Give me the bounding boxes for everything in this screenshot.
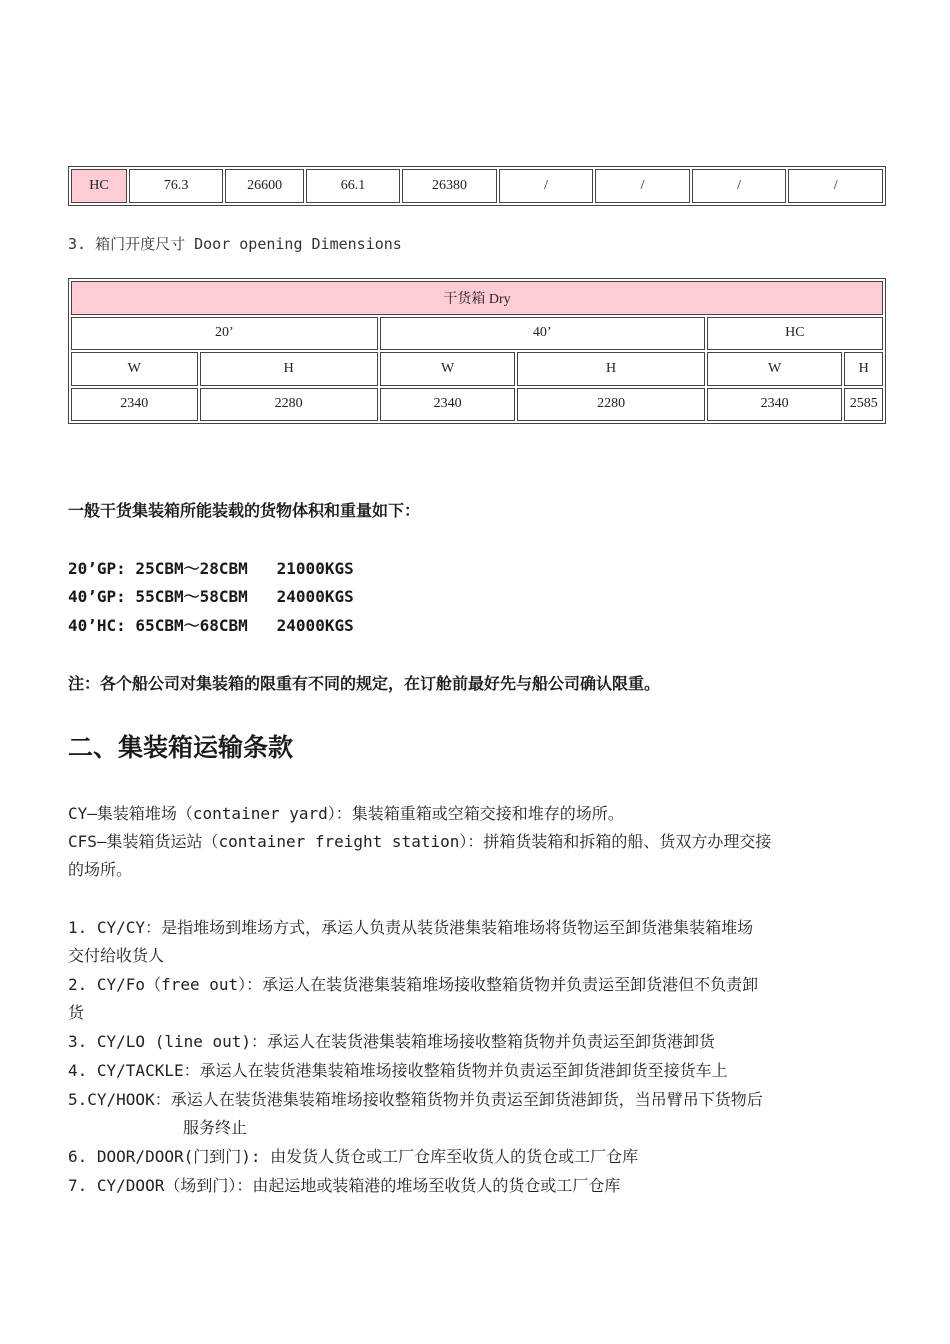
table-cell: 2340 [380,388,516,422]
table-header: W [71,352,198,386]
section-title: 二、集装箱运输条款 [68,733,294,762]
table-header: 40’ [380,317,705,351]
capacity-line: 40’HC: 65CBM～68CBM 24000KGS [68,616,354,635]
table-cell: / [692,169,787,203]
table-row [71,169,883,203]
table-cell: HC [71,169,127,203]
table-header: H [844,352,883,386]
list-item: 3. CY/LO (line out)：承运人在装货港集装箱堆场接收整箱货物并负责运至卸货港卸货 [68,1032,716,1051]
table-cell: 76.3 [129,169,224,203]
door-caption: 3. 箱门开度尺寸 Door opening Dimensions [68,235,402,253]
table-header: W [380,352,516,386]
table-header: 20’ [71,317,378,351]
table-header: W [707,352,843,386]
list-item: 6. DOOR/DOOR(门到门): 由发货人货仓或工厂仓库至收货人的货仓或工厂仓库 [68,1147,639,1166]
table-cell: / [499,169,594,203]
list-item: 7. CY/DOOR（场到门）：由起运地或装箱港的堆场至收货人的货仓或工厂仓库 [68,1176,621,1195]
table-cell: 2280 [200,388,378,422]
capacity-line: 40’GP: 55CBM～58CBM 24000KGS [68,587,354,606]
table-row [71,317,883,351]
definition-cfs: CFS—集装箱货运站（container freight station）：拼箱货装箱和拆箱的船、货双方办理交接 [68,832,772,851]
definition-cfs-cont: 的场所。 [68,860,133,879]
table-cell: 2585 [844,388,883,422]
list-item: 1. CY/CY：是指堆场到堆场方式，承运人负责从装货港集装箱堆场将货物运至卸货港集装箱堆场 [68,918,754,937]
table-cell: 2340 [707,388,843,422]
list-item: 4. CY/TACKLE：承运人在装货港集装箱堆场接收整箱货物并负责运至卸货港卸货至接货车上 [68,1061,728,1080]
list-item-cont: 货 [68,1003,85,1022]
table-row [71,281,883,315]
capacity-line: 20’GP: 25CBM～28CBM 21000KGS [68,559,354,578]
table-cell: / [788,169,883,203]
definition-cy: CY—集装箱堆场（container yard）：集装箱重箱或空箱交接和堆存的场所。 [68,804,624,823]
table-header: H [517,352,704,386]
table-cell: 2280 [517,388,704,422]
hc-capacity-table [68,166,886,206]
list-item: 2. CY/Fo（free out）：承运人在装货港集装箱堆场接收整箱货物并负责运至卸货港但不负责卸 [68,975,759,994]
table-header: H [200,352,378,386]
table-row [71,388,883,422]
capacity-note: 注：各个船公司对集装箱的限重有不同的规定，在订舱前最好先与船公司确认限重。 [68,674,661,693]
table-cell: 66.1 [306,169,401,203]
table-cell: 2340 [71,388,198,422]
door-dimensions-table [68,278,886,424]
table-cell: 26600 [225,169,303,203]
table-header: HC [707,317,883,351]
table-cell: / [595,169,690,203]
list-item: 5.CY/HOOK：承运人在装货港集装箱堆场接收整箱货物并负责运至卸货港卸货，当吊臂吊下货物后 [68,1090,763,1109]
table-cell: 26380 [402,169,497,203]
list-item-cont: 交付给收货人 [68,946,165,965]
capacity-heading: 一般干货集装箱所能装载的货物体积和重量如下： [68,501,421,520]
table-row [71,352,883,386]
table-title: 干货箱 Dry [71,281,883,315]
list-item-cont: 服务终止 [183,1118,248,1137]
